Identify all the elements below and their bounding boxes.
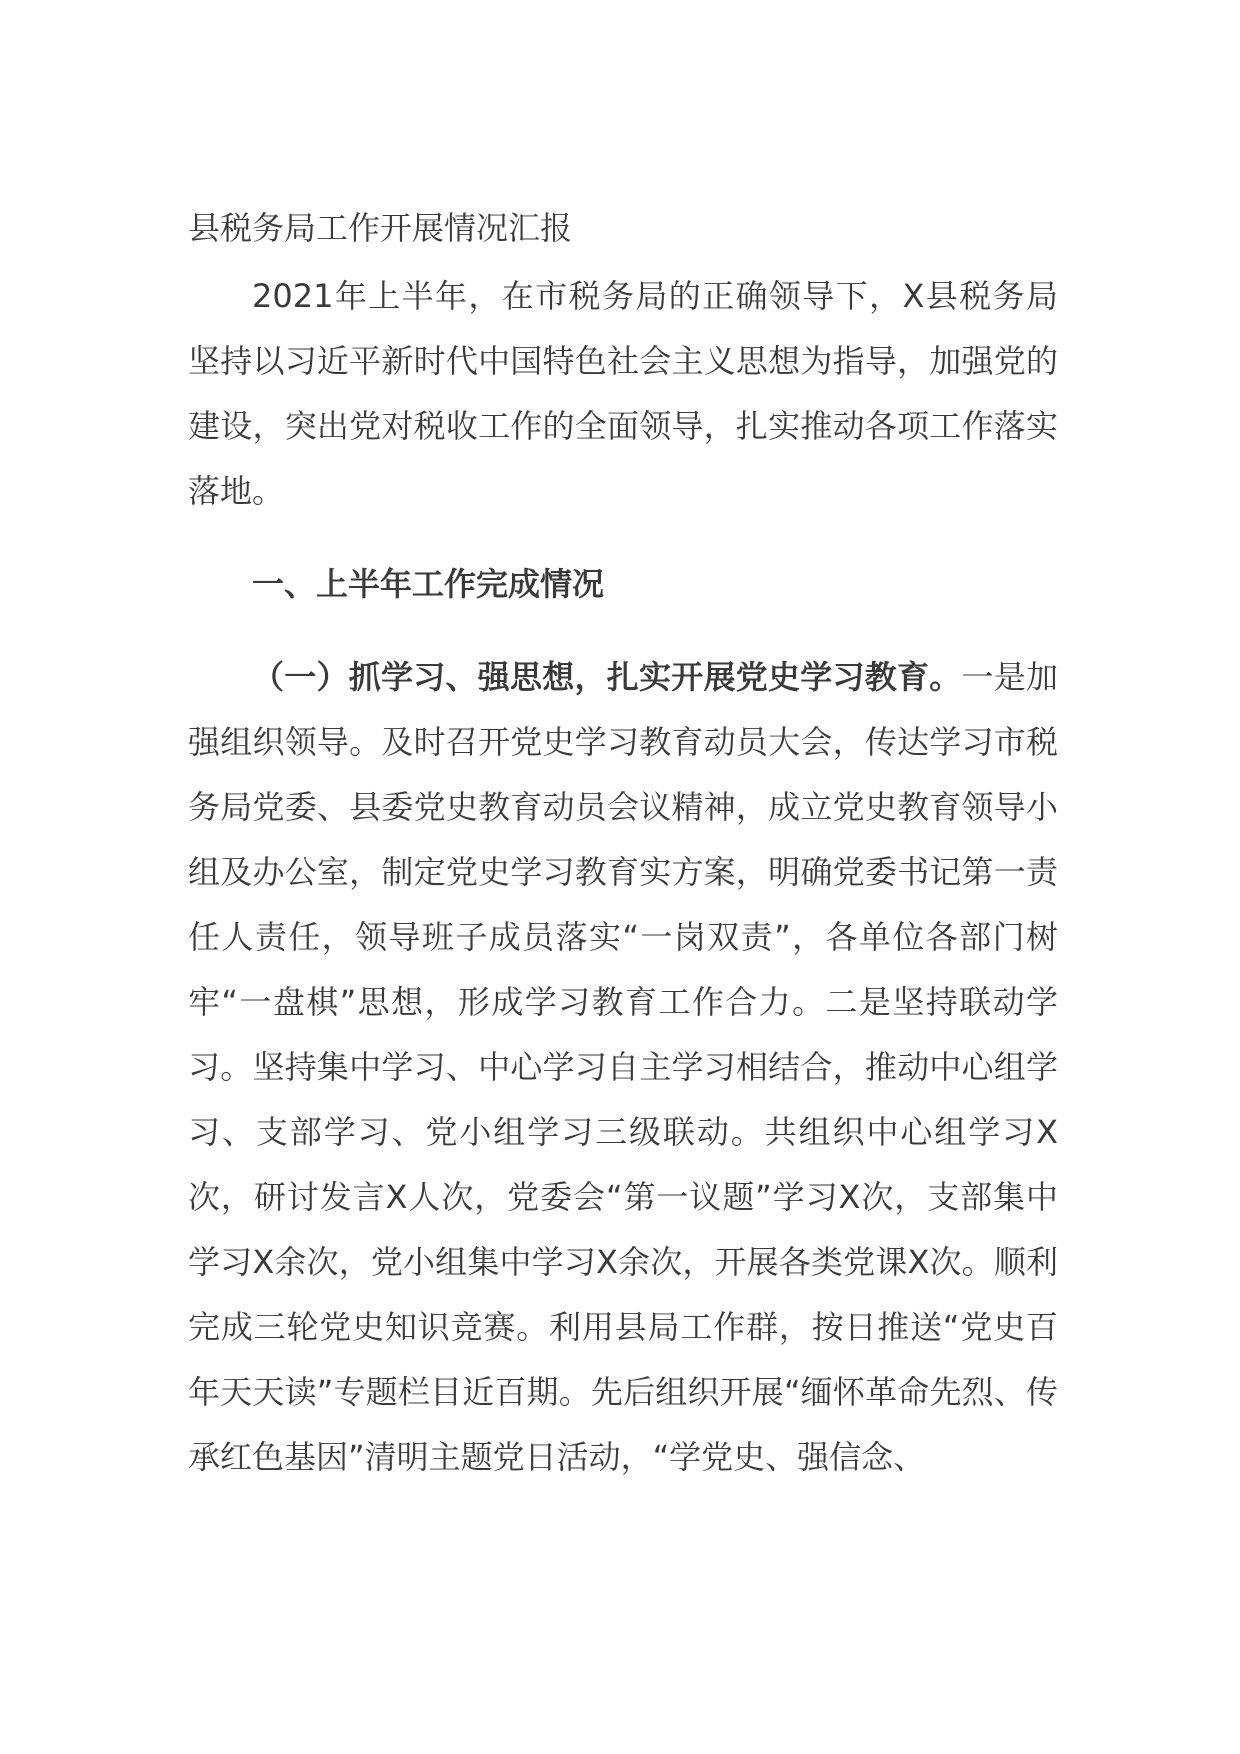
document-page	[188, 200, 1058, 1490]
subsection-paragraph	[188, 645, 1058, 1490]
section-heading: 一、上半年工作完成情况	[252, 565, 605, 603]
subsection-body: 一是加强组织领导。及时召开党史学习教育动员大会，传达学习市税务局党委、县委党史教育动员会议精神，成立党史教育领导小组及办公室，制定党史学习教育实方案，明确党委书记第一责任人责任，领导班子成员落实“一岗双责”，各单位各部门树牢“一盘棋”思想，形成学习教育工作合力。二是坚持联动学习。坚持集中学习、中心学习自主学习相结合，推动中心组学习、支部学习、党小组学习三级联动。共组织中心组学习X次，研讨发言X人次，党委会“第一议题”学习X次，支部集中学习X余次，党小组集中学习X余次，开展各类党课X次。顺利完成三轮党史知识竞赛。利用县局工作群，按日推送“党史百年天天读”专题栏目近百期。先后组织开展“缅怀革命先烈、传承红色基因”清明主题党日活动，“学党史、强信念、	[188, 658, 1058, 1476]
subsection-heading: （一）抓学习、强思想，扎实开展党史学习教育。	[252, 658, 962, 696]
document-title: 县税务局工作开展情况汇报	[188, 209, 573, 247]
intro-paragraph: 2021年上半年，在市税务局的正确领导下，X县税务局坚持以习近平新时代中国特色社会主义思想为指导，加强党的建设，突出党对税收工作的全面领导，扎实推动各项工作落实落地。	[188, 277, 1058, 510]
